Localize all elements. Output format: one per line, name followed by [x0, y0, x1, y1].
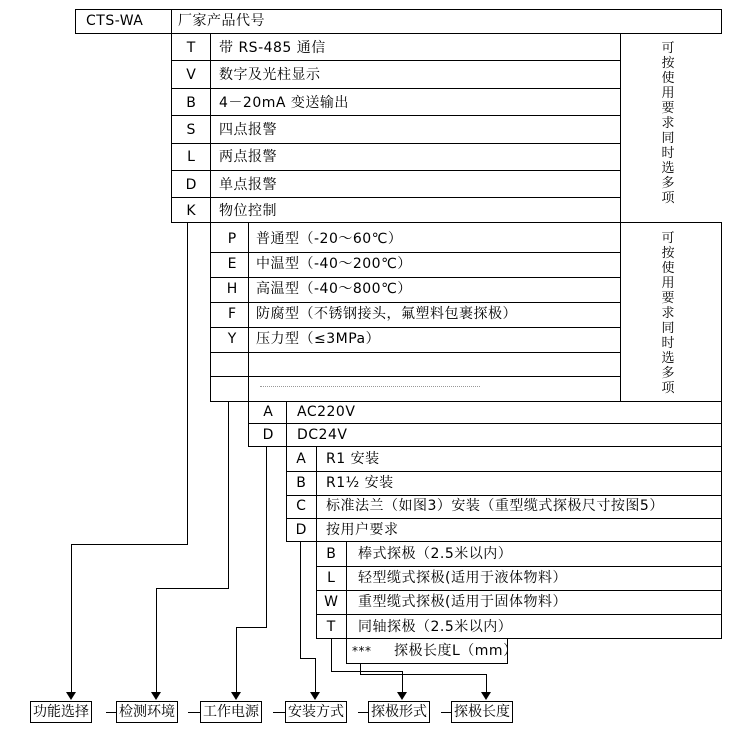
model-code: CTS-WA: [86, 13, 144, 29]
install-label-b: R1½ 安装: [326, 475, 394, 491]
env-code-e: E: [227, 256, 237, 272]
probe-code-t: T: [326, 619, 336, 635]
function-label-d: 单点报警: [219, 177, 277, 193]
env-label-e: 中温型（-40～200℃）: [256, 256, 412, 272]
probe-label-b: 棒式探极（2.5米以内）: [358, 546, 513, 562]
env-code-h: H: [226, 281, 238, 297]
install-label-a: R1 安装: [326, 451, 380, 467]
function-code-t: T: [186, 40, 196, 56]
install-label-d: 按用户要求: [326, 522, 399, 538]
function-label-s: 四点报警: [219, 122, 277, 138]
env-label-f: 防腐型（不锈钢接头，氟塑料包裹探极）: [256, 306, 517, 322]
function-code-v: V: [186, 67, 196, 83]
probe-code-l: L: [327, 570, 335, 586]
probe-label-t: 同轴探极（2.5米以内）: [358, 619, 513, 635]
label-probe-type: 探极形式: [368, 701, 430, 723]
function-code-l: L: [187, 149, 195, 165]
function-label-v: 数字及光柱显示: [219, 67, 321, 83]
install-code-a: A: [296, 451, 306, 467]
header-title: 厂家产品代号: [178, 13, 265, 29]
function-label-k: 物位控制: [219, 203, 277, 219]
install-label-c: 标准法兰（如图3）安装（重型缆式探极尺寸按图5）: [326, 498, 664, 514]
label-probe-length: 探极长度: [451, 701, 513, 723]
function-label-l: 两点报警: [219, 149, 277, 165]
probe-label-l: 轻型缆式探极(适用于液体物料）: [358, 570, 567, 586]
length-label: 探极长度L（mm）: [394, 643, 518, 659]
function-note: 可按使用要求同时选多项: [661, 41, 675, 206]
label-function-select: 功能选择: [30, 701, 92, 723]
function-code-s: S: [186, 122, 196, 138]
power-code-d: D: [262, 427, 274, 443]
env-label-h: 高温型（-40～800℃）: [256, 281, 412, 297]
install-code-b: B: [296, 475, 306, 491]
label-power: 工作电源: [200, 701, 262, 723]
env-code-f: F: [227, 306, 237, 322]
function-code-k: K: [186, 203, 196, 219]
label-environment: 检测环境: [116, 701, 178, 723]
env-label-y: 压力型（≤3MPa）: [256, 331, 381, 347]
probe-code-b: B: [326, 546, 336, 562]
power-code-a: A: [263, 404, 273, 420]
label-install: 安装方式: [285, 701, 347, 723]
power-label-d: DC24V: [297, 427, 348, 443]
function-code-b: B: [186, 95, 196, 111]
env-code-y: Y: [227, 331, 237, 347]
probe-label-w: 重型缆式探极(适用于固体物料）: [358, 594, 567, 610]
probe-code-w: W: [324, 594, 338, 610]
function-code-d: D: [185, 177, 197, 193]
environment-note: 可按使用要求同时选多项: [661, 231, 675, 396]
power-label-a: AC220V: [297, 404, 356, 420]
install-code-c: C: [296, 498, 306, 514]
env-label-p: 普通型（-20～60℃）: [256, 231, 403, 247]
length-code: ***: [352, 644, 372, 658]
function-label-b: 4－20mA 变送输出: [219, 95, 349, 111]
env-code-p: P: [227, 231, 237, 247]
install-code-d: D: [295, 522, 307, 538]
function-label-t: 带 RS-485 通信: [219, 40, 326, 56]
